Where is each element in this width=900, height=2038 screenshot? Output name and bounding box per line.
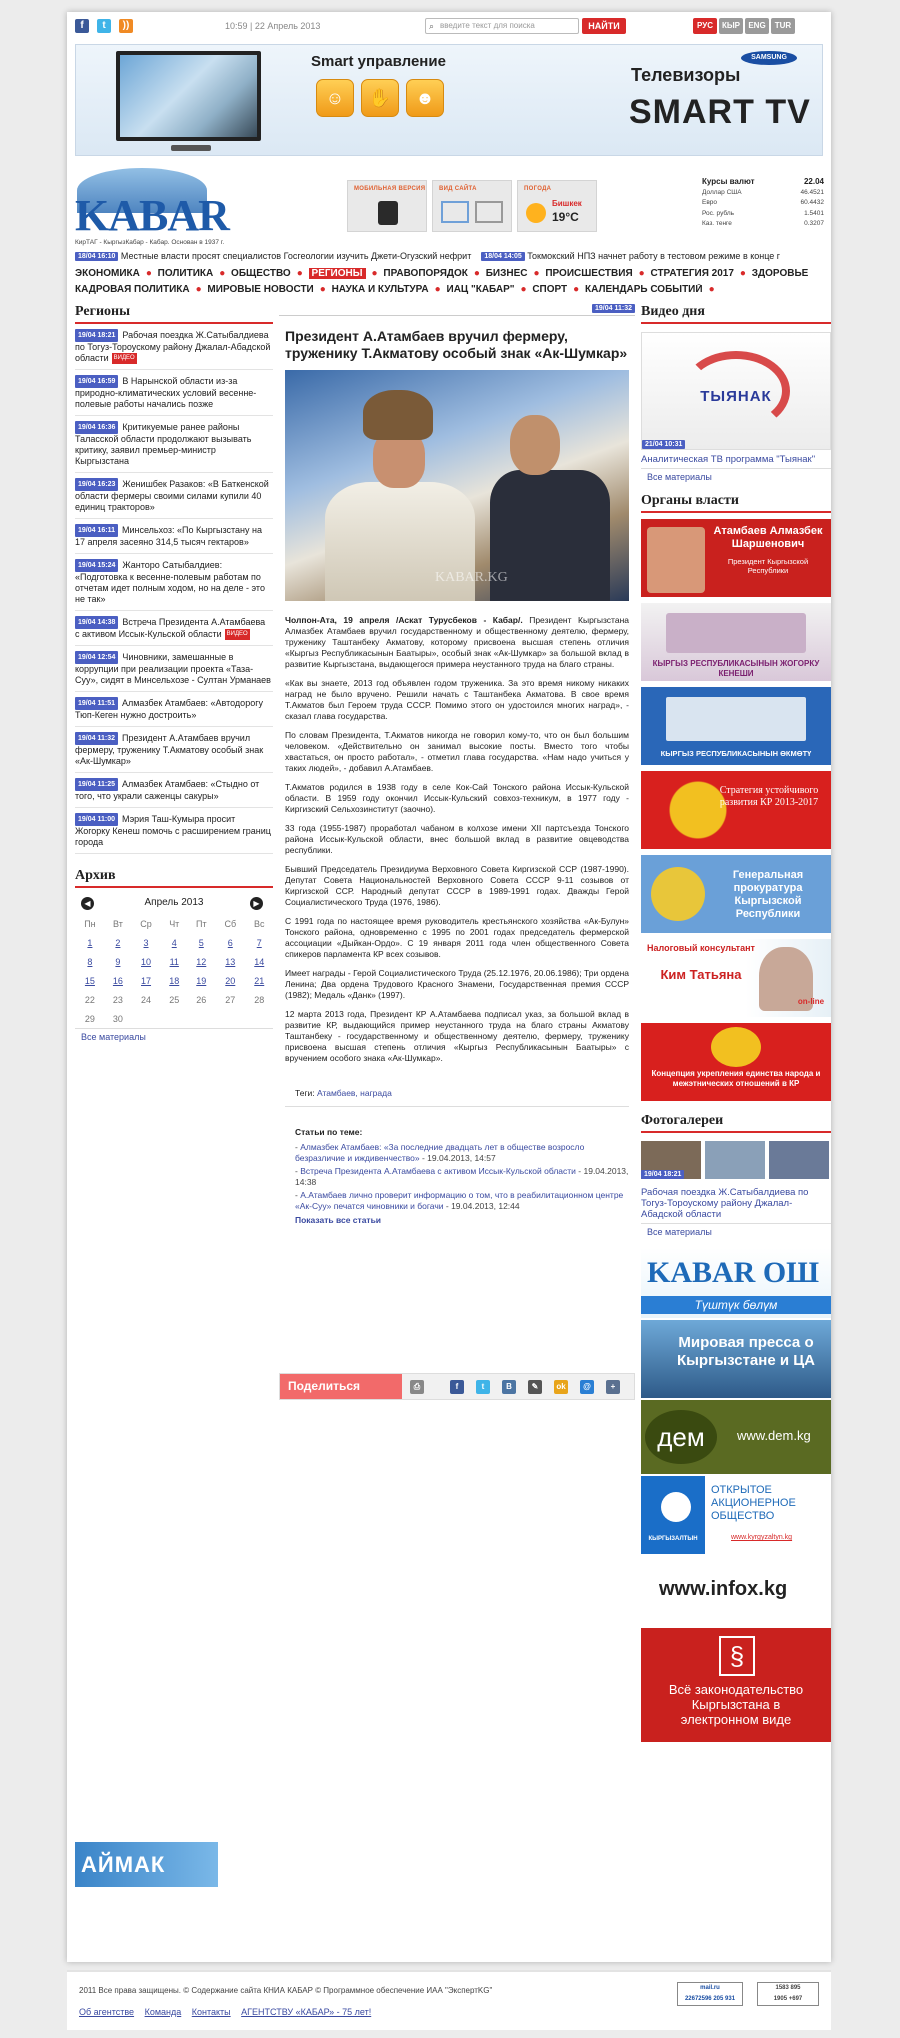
banner-tv-title: Телевизоры [631,65,741,85]
article-paragraph: 12 марта 2013 года, Президент КР А.Атамбаева подписал указ, за большой вклад в развитие КР, выдающийся пример неустанного труда на благо страны Акматову Таштанбеку - государственному и общественному деятелю, фермеру, труженику присвоена высшая степень отличия «Кыргыз Республикасынын Баатыры» с вручением особого знака «Ак-Шумкар». [285,1009,629,1063]
dem-banner[interactable] [641,1400,831,1474]
site-logo[interactable] [75,168,265,248]
livejournal-share-icon[interactable]: ✎ [528,1380,542,1394]
nav-item[interactable]: СТРАТЕГИЯ 2017 [650,268,734,279]
article-photo[interactable] [285,370,629,601]
region-news-item[interactable] [75,416,273,473]
government-banner[interactable] [641,687,831,765]
calendar-day: 22 [84,994,95,1005]
news-date: 19/04 16:59 [75,375,118,388]
news-date: 19/04 11:32 [75,732,118,745]
nav-item[interactable]: КАДРОВАЯ ПОЛИТИКА [75,284,190,295]
twitter-share-icon[interactable]: t [476,1380,490,1394]
calendar-day: 27 [225,994,236,1005]
calendar-day[interactable]: 12 [196,956,207,967]
archive-all-link[interactable]: Все материалы [75,1028,273,1045]
prosecutor-banner[interactable] [641,855,831,933]
nav-item-active[interactable]: РЕГИОНЫ [309,268,366,279]
article-paragraph: 33 года (1955-1987) проработал чабаном в колхозе имени XII партсъезда Тонского района Иссык-Кульской области, внес большой вклад в развитие овцеводства республики. [285,823,629,855]
calendar-day: 29 [84,1013,95,1024]
video-all-link[interactable]: Все материалы [641,468,831,485]
related-link[interactable]: Алмазбек Атамбаев: «За последние двадцать лет в обществе возросло безразличие и иждивенчество» [295,1142,585,1163]
mail-share-icon[interactable]: @ [580,1380,594,1394]
banner-smart-control: Smart управление [311,53,446,70]
aimak-news-banner[interactable]: АЙМАК NEWS [75,1842,218,1887]
related-item: - Алмазбек Атамбаев: «За последние двадцать лет в обществе возросло безразличие и иждивенчество» - 19.04.2013, 14:57 [295,1142,585,1163]
rates-title: Курсы валют [702,177,755,186]
regions-title: Регионы [75,304,273,324]
news-text: Встреча Президента А.Атамбаева с активом Иссык-Кульской области [75,617,266,640]
strategy-banner[interactable] [641,771,831,849]
video-tag-icon: ВИДЕО [112,353,137,364]
nav-item[interactable]: ПРАВОПОРЯДОК [383,268,468,279]
news-text: Критикуемые ранее районы Таласской области продолжают вызывать критику, заявил премьер-министр Кыргызстана [75,422,252,467]
video-title: Видео дня [641,304,831,324]
news-date: 19/04 11:51 [75,697,118,710]
calendar-day[interactable]: 17 [141,975,152,986]
news-text: Президент А.Атамбаев вручил фермеру, труженику Т.Акматову особый знак «Ак-Шумкар» [75,733,264,767]
news-ticker[interactable] [75,251,823,265]
rate-value: 46.4521 [800,188,824,196]
calendar-day[interactable]: 14 [254,956,265,967]
news-text: Мэрия Таш-Кумыра просит Жогорку Кенеш помочь с расширением границ города [75,814,271,848]
weather-label: ПОГОДА [524,186,552,192]
news-date: 19/04 11:00 [75,813,118,826]
tax-title: Налоговый консультант [647,943,755,953]
search-placeholder: введите текст для поиска [440,21,535,30]
article-paragraph [285,615,629,670]
region-news-item[interactable] [75,727,273,773]
counter-values [678,1994,742,2005]
team-link[interactable]: Команда [144,2007,182,2017]
ticker-date: 18/04 14:05 [481,252,524,261]
logo-subtitle: КирТАГ - КыргызКабар - Кабар. Основан в 1937 г. [75,239,225,246]
grid-view-icon[interactable] [441,201,469,223]
photo-figure [490,470,610,601]
photo-watermark: KABAR.KG [435,570,508,585]
region-news-item[interactable] [75,808,273,854]
related-link[interactable]: Встреча Президента А.Атамбаева с активом Иссык-Кульской области [300,1166,576,1176]
article-column [279,304,635,1393]
region-news-item[interactable] [75,773,273,808]
nav-item[interactable]: СПОРТ [532,284,568,295]
footer [67,1970,831,2030]
currency-rates [702,177,824,230]
sun-emblem-icon [711,1027,761,1067]
strategy-text: Стратегия устойчивого развития КР 2013-2017 [719,785,819,808]
parliament-banner[interactable] [641,603,831,681]
nav-item[interactable]: ПОЛИТИКА [157,268,214,279]
weather-box [517,180,597,232]
gallery-thumb[interactable] [705,1141,765,1179]
weekday-label: Чт [169,918,180,929]
osh-slogan: Түштүк бөлүм [641,1296,831,1314]
photo-figure [363,390,433,440]
page-container [67,12,831,1962]
region-news-item[interactable] [75,370,273,416]
legislation-banner[interactable] [641,1628,831,1742]
news-date: 19/04 18:21 [75,329,118,342]
calendar-day: 24 [141,994,152,1005]
weekday-label: Вт [113,918,123,929]
calendar-day: 30 [112,1013,123,1024]
contacts-link[interactable]: Контакты [191,2007,231,2017]
article-tags [295,1088,635,1098]
concept-banner[interactable] [641,1023,831,1101]
photo-figure [510,415,560,475]
gesture-icon: ✋ [361,79,399,117]
rate-name: Каз. тенге [702,220,732,227]
gallery-caption-link[interactable]: Рабочая поездка Ж.Сатыбалдиева по Тогуз-Тороускому району Джалал-Абадской области [641,1187,809,1220]
video-date: 21/04 10:31 [642,440,685,449]
news-text: Минсельхоз: «По Кыргызстану на 17 апреля засеяно 314,5 тысяч гектаров» [75,525,263,548]
tax-consultant-banner[interactable] [641,939,831,1017]
calendar-day[interactable]: 6 [227,937,233,948]
region-news-item[interactable] [75,611,273,646]
related-link[interactable]: А.Атамбаев лично проверит информацию о том, что в реабилитационном центре «Ак-Суу» печатся чиновники и богачи [295,1190,624,1211]
ticker-item[interactable]: Местные власти просят специалистов Госгеологии изучить Джети-Огузский нефрит [120,251,472,261]
gallery-thumbnails[interactable] [641,1141,831,1183]
nav-item[interactable]: ИАЦ "КАБАР" [446,284,515,295]
tax-name: Ким Татьяна [660,967,742,982]
search-input[interactable] [425,18,579,34]
nav-item[interactable]: КАЛЕНДАРЬ СОБЫТИЙ [585,284,703,295]
datetime: 10:59 | 22 Апрель 2013 [225,21,321,31]
calendar-day[interactable]: 16 [112,975,123,986]
news-date: 19/04 16:11 [75,524,118,537]
related-articles [295,1127,635,1226]
weekday-label: Вс [253,918,265,929]
region-news-item[interactable] [75,324,273,370]
left-column [75,304,273,1045]
samsung-logo: SAMSUNG [741,51,797,65]
rate-name: Доллар США [702,188,742,196]
site-view-box[interactable] [432,180,512,232]
tv-image [116,51,261,141]
calendar-day[interactable]: 8 [87,956,93,967]
article-lead: Чолпон-Ата, 19 апреля /Аскат Турусбеков - Кабар/. [285,615,523,625]
prosecutor-name: Генеральная прокуратура Кыргызской Республики [732,869,804,920]
kyrgyzaltyn-banner[interactable] [641,1476,831,1554]
video-caption-link[interactable]: Аналитическая ТВ программа "Тыянак" [641,454,816,465]
counter-value: 205 [713,1996,724,2002]
article-paragraph: Бывший Председатель Президиума Верховного Совета Киргизской ССР (1987-1990). Депутат Совета Национальностей Верховного Совета СССР 9-11 созывов от Киргизской ССР. Народный депутат СССР в 1989-1991 годах. Дважды Герой Социалистического Труда (1976, 1986). [285,864,629,907]
banner-smart-tv: SMART TV [629,93,811,131]
calendar-day[interactable]: 13 [225,956,236,967]
dem-logo: дем [645,1410,717,1464]
weather-temp: 19°C [552,210,579,224]
calendar-day[interactable]: 10 [141,956,152,967]
article-paragraph: «Как вы знаете, 2013 год объявлен годом труженика. За это время никому никаких наград не было вручено. Решили начать с Таштанбека Акматова. В свое время Т.Акматов был Героем труда СССР. Помимо этого он удостоился многих наград», - сказал глава государства. [285,678,629,721]
prev-month-icon[interactable]: ◀ [81,897,94,910]
rss-icon[interactable]: )) [119,19,133,33]
news-date: 19/04 14:38 [75,616,118,629]
nav-item[interactable]: ЭКОНОМИКА [75,268,140,279]
video-name: ТЫЯНАК [700,388,772,405]
lang-ky[interactable]: КЫР [719,18,743,34]
infox-banner[interactable] [641,1556,831,1626]
concept-text: Концепция укрепления единства народа и межэтнических отношений в КР [651,1069,821,1088]
calendar-day[interactable]: 21 [254,975,265,986]
mobile-version-box[interactable] [347,180,427,232]
lang-en[interactable]: ENG [745,18,769,34]
show-all-articles-link[interactable]: Показать все статьи [295,1215,382,1225]
news-text: В Нарынской области из-за природно-климатических условий весенне-полевые работы начались позже [75,376,257,410]
site-view-label: ВИД САЙТА [439,186,477,192]
calendar-day[interactable]: 3 [143,937,149,948]
nav-item[interactable]: МИРОВЫЕ НОВОСТИ [207,284,314,295]
counter-value: 931 [725,1996,736,2002]
news-date: 19/04 12:54 [75,651,118,664]
calendar-day[interactable]: 9 [115,956,121,967]
nav-item[interactable]: ПРОИСШЕСТВИЯ [545,268,633,279]
article-title: Президент А.Атамбаев вручил фермеру, труженику Т.Акматову особый знак «Ак-Шумкар» [285,328,628,361]
gov-title: Органы власти [641,493,831,513]
rate-name: Рос. рубль [702,209,735,217]
lang-ru[interactable]: РУС [693,18,717,34]
calendar-day[interactable]: 18 [169,975,180,986]
related-date: - 19.04.2013, 14:38 [295,1166,629,1187]
odnoklassniki-share-icon[interactable]: ok [554,1380,568,1394]
rate-value: 1.5401 [804,209,824,217]
ticker-date: 18/04 16:10 [75,252,118,261]
related-date: - 19.04.2013, 14:57 [419,1153,496,1163]
samsung-banner[interactable] [75,44,823,156]
calendar-empty [161,1009,187,1028]
calendar-empty [246,1009,274,1028]
tv-stand [171,145,211,151]
news-text: Алмазбек Атамбаев: «Автодорогу Тюп-Кеген нужно достроить» [75,698,263,721]
gallery-thumb[interactable] [769,1141,829,1179]
logo-text: KABAR [75,191,229,240]
region-news-item[interactable] [75,692,273,727]
related-item: - Встреча Президента А.Атамбаева с активом Иссык-Кульской области - 19.04.2013, 14:38 [295,1166,629,1187]
tags-links[interactable]: Атамбаев, награда [317,1088,392,1098]
video-thumbnail[interactable] [641,332,831,450]
calendar-day: 26 [196,994,207,1005]
sun-icon [526,203,546,223]
calendar-day[interactable]: 5 [198,937,204,948]
related-item: - А.Атамбаев лично проверит информацию о том, что в реабилитационном центре «Ак-Суу» печатся чиновники и богачи - 19.04.2013, 12:44 [295,1190,624,1211]
president-role: Президент Кыргызской Республики [727,557,809,575]
weekday-label: Ср [140,918,152,929]
print-icon[interactable]: ⎙ [410,1380,424,1394]
face-icon: ☻ [406,79,444,117]
paragraph-text: Президент Кыргызстана Алмазбек Атамбаев вручил государственному и общественному деятелю, фермеру, труженику Таштанбеку Акматову, которому присвоена высшая степень отличия «Кыргыз Республикасынын Баатыры», особый знак «Ак-Шумкар» за большой вклад в развитие Кыргызстана, выдающегося примера неустанного труда на благо страны. [285,615,630,669]
press-banner[interactable] [641,1320,831,1398]
calendar-day[interactable]: 2 [115,937,121,948]
calendar-day[interactable]: 15 [84,975,95,986]
next-month-icon[interactable]: ▶ [250,897,263,910]
government-name: КЫРГЫЗ РЕСПУБЛИКАСЫНЫН ӨКМӨТҮ [660,749,812,758]
news-date: 19/04 16:23 [75,478,118,491]
copyright: 2011 Все права защищены. © Содержание сайта КНИА КАБАР © Программное обеспечение ИАА "ЭкспертKG" [79,1986,493,1995]
rate-value: 0.3207 [804,220,824,227]
news-text: Рабочая поездка Ж.Сатыбалдиева по Тогуз-Тороускому району Джалал-Абадской области [75,329,271,363]
calendar-grid [75,914,273,1028]
calendar-day[interactable]: 4 [171,937,177,948]
nav-item[interactable]: НАУКА И КУЛЬТУРА [331,284,429,295]
weekday-label: Сб [224,918,237,929]
weekday-label: Пн [84,918,96,929]
about-link[interactable]: Об агентстве [79,2007,135,2017]
article-paragraph: С 1991 года по настоящее время руководитель крестьянского хозяйства «Ак-Булун» Тонского района, одновременно с 1995 по 2001 годах председатель фермерской ассоциации «Дыйкан-Ордо». С 19 января 2011 года член общественного Совета спикеров парламента КР всех созывов. [285,916,629,959]
article-body [279,615,635,1064]
calendar-day: 23 [112,994,123,1005]
article-paragraph: Т.Акматов родился в 1938 году в селе Кок-Сай Тонского района Иссык-Кульской области. В 1959 году окончил Иссык-Кульский совхоз-техникум, в 1977 году - Киргизский Сельхозинститут (заочно). [285,782,629,814]
calendar-day[interactable]: 19 [196,975,207,986]
facebook-share-icon[interactable]: f [450,1380,464,1394]
share-label: Поделиться [280,1374,402,1399]
main-nav-row1: ЭКОНОМИКА ● ПОЛИТИКА ● ОБЩЕСТВО ● РЕГИОНЫ ● ПРАВОПОРЯДОК ● БИЗНЕС ● ПРОИСШЕСТВИЯ ● СТРАТЕГИЯ 2017 ● ЗДОРОВЬЕ [75,268,809,279]
weather-city: Бишкек [552,199,582,208]
kyrgyzaltyn-icon [661,1492,691,1522]
archive-calendar [75,892,273,1028]
counter-values [758,1994,818,2005]
calendar-day: 25 [169,994,180,1005]
search-icon: ⌕ [429,21,435,31]
gallery-title: Фотогалереи [641,1113,831,1133]
legislation-icon: § [719,1636,755,1676]
prosecutor-emblem-icon [651,867,705,921]
archive-title: Архив [75,868,273,888]
president-banner[interactable] [641,519,831,597]
calendar-day[interactable]: 1 [87,937,93,948]
news-text: Чиновники, замешанные в коррупции при реализации проекта «Таза-Суу», сидят в Минсельхозе - Султан Урманаев [75,652,271,686]
government-building-icon [666,697,806,741]
liveinternet-counter[interactable] [757,1982,819,2006]
calendar-empty [187,1009,215,1028]
gallery-date: 19/04 18:21 [641,1170,684,1179]
online-tag: on-line [797,997,825,1006]
dem-site: www.dem.kg [737,1428,811,1443]
counter-value: 1583 895 [775,1985,801,1991]
parliament-name: КЫРГЫЗ РЕСПУБЛИКАСЫНЫН ЖОГОРКУ КЕНЕШИ [652,659,820,678]
osh-logo: KABAR ОШ [647,1256,820,1289]
region-news-item[interactable] [75,519,273,554]
calendar-month: Апрель 2013 [144,897,204,909]
video-tag-icon: ВИДЕО [225,629,250,640]
news-date: 19/04 15:24 [75,559,118,572]
share-bar [279,1373,635,1400]
search-button[interactable]: НАЙТИ [582,18,626,34]
news-text: Алмазбек Атамбаев: «Стыдно от того, что украли саженцы сакуры» [75,779,260,802]
calendar-day[interactable]: 11 [169,956,179,967]
president-photo [647,527,705,593]
nav-item[interactable]: ЗДОРОВЬЕ [751,268,809,279]
footer-links [79,2007,379,2017]
related-title: Статьи по теме: [295,1127,363,1137]
calendar-day[interactable]: 7 [256,937,262,948]
news-date: 19/04 16:36 [75,421,118,434]
region-news-item[interactable] [75,646,273,692]
lang-tr[interactable]: TUR [771,18,795,34]
counter-title: mail.ru [700,1985,720,1991]
counter-value: +697 [788,1996,803,2002]
region-news-item[interactable] [75,473,273,519]
article-paragraph: По словам Президента, Т.Акматов никогда не говорил кому-то, что он был большим человеком. «Действительно он занимал высокие посты. Вместо того чтобы хвастаться, он просто работал», - отметил глава государства. «Нам надо учиться у таких людей», - добавил А.Атамбаев. [285,730,629,773]
nav-item[interactable]: БИЗНЕС [485,268,528,279]
counter-value: 1905 [773,1996,788,2002]
rate-name: Евро [702,199,718,206]
phone-icon [378,201,398,225]
list-view-icon[interactable] [475,201,503,223]
related-date: - 19.04.2013, 12:44 [443,1201,520,1211]
voice-icon: ☺ [316,79,354,117]
calendar-day: 28 [254,994,265,1005]
kyrgyzaltyn-url: www.kyrgyzaltyn.kg [731,1534,793,1541]
press-text: Мировая пресса о Кыргызстане и ЦА [676,1334,816,1369]
news-text: Жанторо Сатыбалдиев: «Подготовка к весенне-полевым работам по отчетам идет полным ходом, но на деле - это не так» [75,560,265,605]
twitter-icon[interactable]: t [97,19,111,33]
legislation-text: Всё законодательство Кыргызстана в электронном виде [668,1682,804,1727]
right-column [641,304,831,1742]
kyrgyzaltyn-name: КЫРГЫЗАЛТЫН [648,1536,698,1542]
nav-item[interactable]: ОБЩЕСТВО [231,268,291,279]
news-text: Женишбек Разаков: «В Баткенской области фермеры своими силами купили 40 единиц тракторов» [75,479,269,513]
tags-label: Теги: [295,1088,315,1098]
top-bar [67,12,831,40]
parliament-building-icon [666,613,806,653]
mailru-counter[interactable] [677,1982,743,2006]
facebook-icon[interactable]: f [75,19,89,33]
article-paragraph: Имеет награды - Герой Социалистического Труда (25.12.1976, 20.06.1986); Три ордена Ленина; Два ордена Трудового Красного Знамени, Государственная премия СССР (1982); Медаль «Данк» (1997). [285,968,629,1000]
news-date: 19/04 11:25 [75,778,118,791]
calendar-empty [215,1009,245,1028]
kabar-osh-banner[interactable] [641,1248,831,1318]
article-date: 19/04 11:32 [592,304,635,313]
more-share-icon[interactable]: + [606,1380,620,1394]
infox-site: www.infox.kg [659,1578,788,1600]
main-nav-row2: КАДРОВАЯ ПОЛИТИКА ● МИРОВЫЕ НОВОСТИ ● НАУКА И КУЛЬТУРА ● ИАЦ "КАБАР" ● СПОРТ ● КАЛЕНДАРЬ СОБЫТИЙ ● [75,284,715,295]
regions-list [75,324,273,854]
calendar-day[interactable]: 20 [225,975,236,986]
calendar-empty [131,1009,161,1028]
rates-date: 22.04 [803,177,824,186]
region-news-item[interactable] [75,554,273,611]
anniversary-link[interactable]: АГЕНТСТВУ «КАБАР» - 75 лет! [241,2007,372,2017]
vk-share-icon[interactable]: B [502,1380,516,1394]
mobile-version-label: МОБИЛЬНАЯ ВЕРСИЯ [354,186,426,192]
weekday-label: Пт [195,918,207,929]
kyrgyzaltyn-title: ОТКРЫТОЕ АКЦИОНЕРНОЕ ОБЩЕСТВО [711,1484,796,1522]
ticker-item[interactable]: Токмокский НПЗ начнет работу в тестовом режиме в конце г [527,251,781,261]
president-name: Атамбаев Алмазбек Шаршенович [713,525,823,550]
rate-value: 60.4432 [800,199,824,206]
gallery-all-link[interactable]: Все материалы [641,1223,831,1240]
counter-value: 22672596 [684,1996,712,2002]
